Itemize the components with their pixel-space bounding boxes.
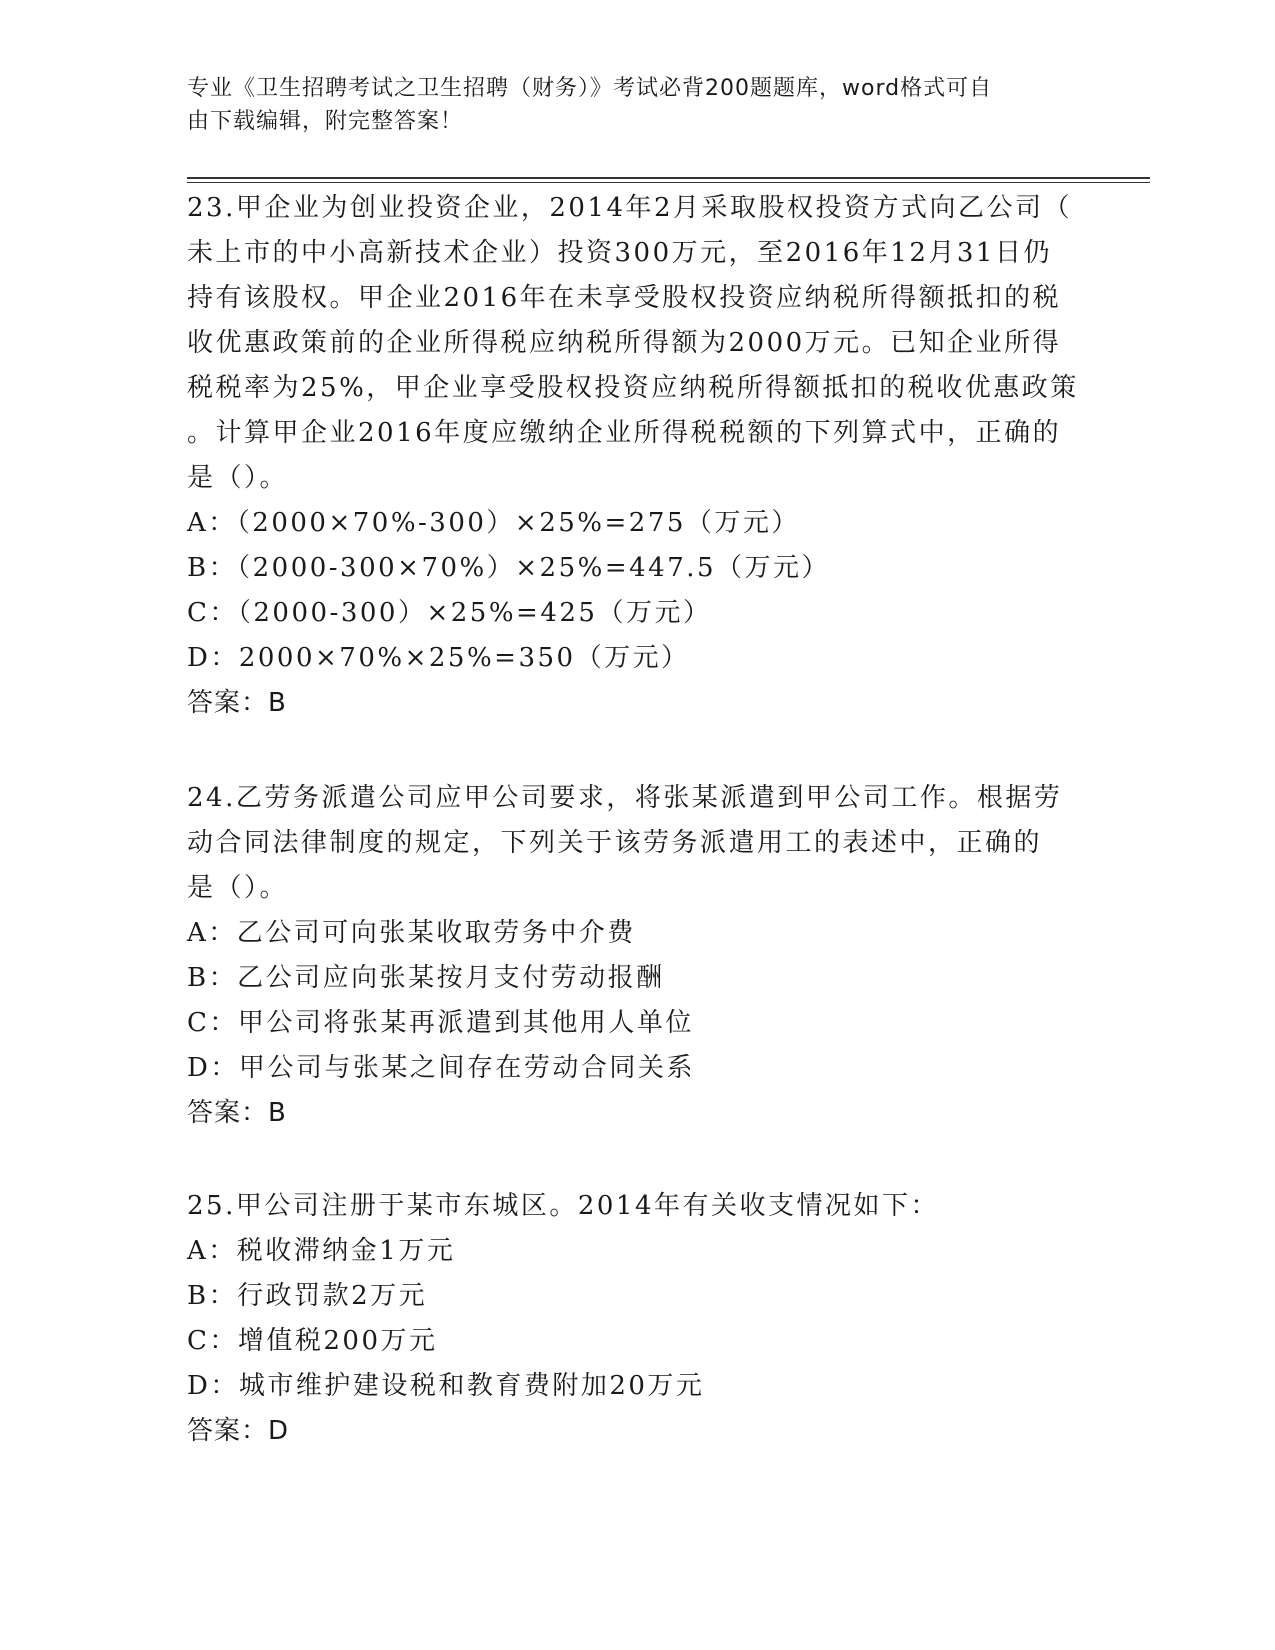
header-line-1: 专业《卫生招聘考试之卫生招聘（财务）》考试必背200题题库，word格式可自 xyxy=(187,76,993,101)
question-stem-line: 是（）。 xyxy=(187,873,289,903)
question-stem-line: 23.甲企业为创业投资企业，2014年2月采取股权投资方式向乙公司（ xyxy=(187,193,1073,223)
option-b: B：（2000-300×70%）×25%=447.5（万元） xyxy=(187,553,831,583)
header-divider xyxy=(187,177,1150,179)
header-divider-thin xyxy=(187,182,1150,183)
option-c: C：甲公司将张某再派遣到其他用人单位 xyxy=(187,1008,694,1038)
question-stem-line: 动合同法律制度的规定，下列关于该劳务派遣用工的表述中，正确的 xyxy=(187,828,1043,858)
document-header xyxy=(187,72,1067,138)
answer: 答案：B xyxy=(187,1098,287,1128)
option-a: A：（2000×70%-300）×25%=275（万元） xyxy=(187,508,800,538)
option-d: D：甲公司与张某之间存在劳动合同关系 xyxy=(187,1053,695,1083)
question-stem-line: 24.乙劳务派遣公司应甲公司要求，将张某派遣到甲公司工作。根据劳 xyxy=(187,783,1063,813)
option-d: D：城市维护建设税和教育费附加20万元 xyxy=(187,1371,705,1401)
option-b: B：乙公司应向张某按月支付劳动报酬 xyxy=(187,963,665,993)
question-stem-line: 税税率为25%，甲企业享受股权投资应纳税所得额抵扣的税收优惠政策 xyxy=(187,373,1079,403)
option-a: A：税收滞纳金1万元 xyxy=(187,1236,456,1266)
question-25 xyxy=(187,1184,1087,1454)
question-stem-line: 25.甲公司注册于某市东城区。2014年有关收支情况如下： xyxy=(187,1191,940,1221)
question-stem-line: 是（）。 xyxy=(187,463,289,493)
question-stem-line: 收优惠政策前的企业所得税应纳税所得额为2000万元。已知企业所得 xyxy=(187,328,1062,358)
option-c: C：（2000-300）×25%=425（万元） xyxy=(187,598,712,628)
header-line-2: 由下载编辑，附完整答案！ xyxy=(187,109,464,134)
answer: 答案：B xyxy=(187,688,287,718)
question-stem-line: 。计算甲企业2016年度应缴纳企业所得税税额的下列算式中，正确的 xyxy=(187,418,1062,448)
question-stem-line: 持有该股权。甲企业2016年在未享受股权投资应纳税所得额抵扣的税 xyxy=(187,283,1062,313)
option-d: D：2000×70%×25%=350（万元） xyxy=(187,643,690,673)
question-24 xyxy=(187,776,1087,1136)
option-a: A：乙公司可向张某收取劳务中介费 xyxy=(187,918,636,948)
option-b: B：行政罚款2万元 xyxy=(187,1281,428,1311)
question-stem-line: 未上市的中小高新技术企业）投资300万元，至2016年12月31日仍 xyxy=(187,238,1052,268)
option-c: C：增值税200万元 xyxy=(187,1326,438,1356)
question-23 xyxy=(187,186,1087,726)
answer: 答案：D xyxy=(187,1416,290,1446)
